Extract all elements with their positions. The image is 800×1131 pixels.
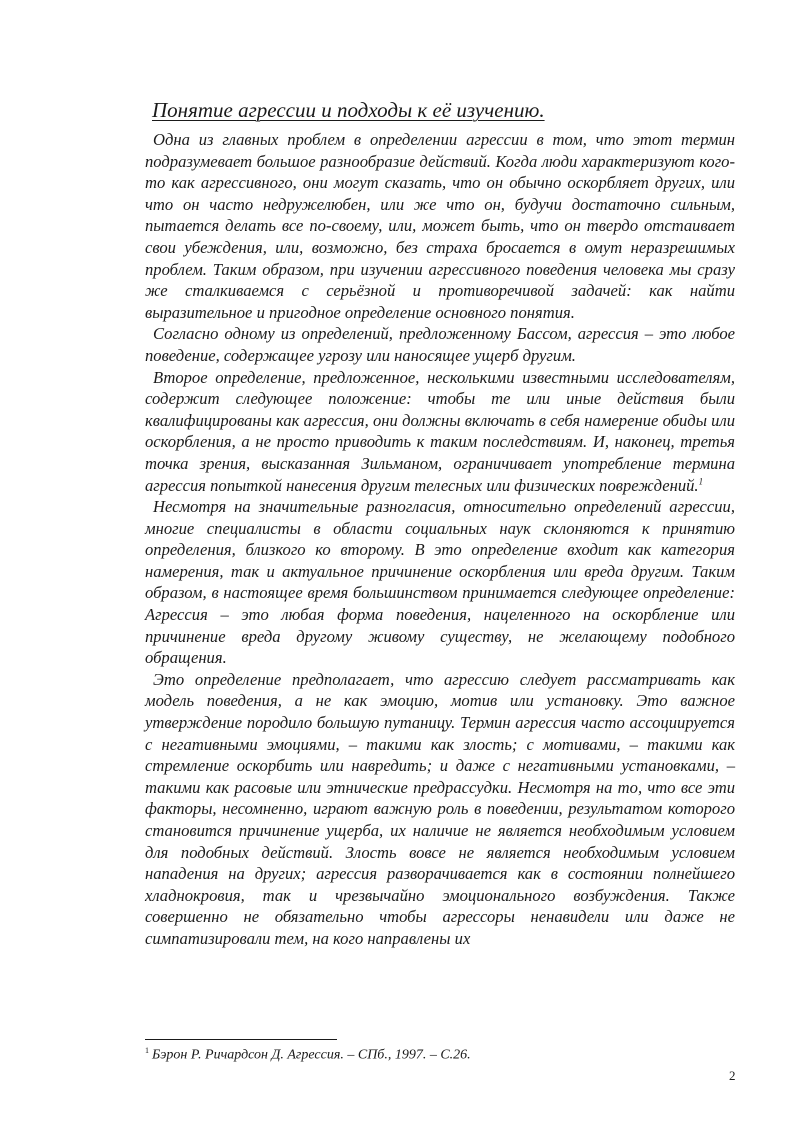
paragraph-3-text: Второе определение, предложенное, несколькими известными исследователям, содержит следующее положение: чтобы те или иные действия были квалифицированы как агрессия, они должны включать в себя намерение обиды или оскорбления, а не просто приводить к таким последствиям. И, наконец, третья точка зрения, высказанная Зильманом, ограничивает употребление термина агрессия попыткой нанесения другим телесных или физических повреждений. <box>145 367 735 495</box>
footnote-separator <box>145 1039 337 1040</box>
page-title: Понятие агрессии и подходы к её изучению. <box>152 98 545 122</box>
footnote <box>145 1046 471 1064</box>
page-number: 2 <box>729 1068 736 1083</box>
paragraph-2: Согласно одному из определений, предложенному Бассом, агрессия – это любое поведение, содержащее угрозу или наносящее ущерб другим. <box>145 324 735 365</box>
paragraph-4: Несмотря на значительные разногласия, относительно определений агрессии, многие специалисты в области социальных наук склоняются к принятию определения, близкого ко второму. В это определение входит как категория намерения, так и актуальное причинение оскорбления или вреда другим. Таким образом, в настоящее время большинством принимается следующее определение: Агрессия – это любая форма поведения, нацеленного на оскорбление или причинение вреда другому живому существу, не желающему подобного обращения. <box>145 497 735 668</box>
paragraph-1: Одна из главных проблем в определении агрессии в том, что этот термин подразумевает большое разнообразие действий. Когда люди характеризуют кого-то как агрессивного, они могут сказать, что он обычно оскорбляет других, или что он часто недружелюбен, или же что он, будучи достаточно сильным, пытается делать все по-своему, или, может быть, что он твердо отстаивает свои убеждения, или, возможно, без страха бросается в омут неразрешимых проблем. Таким образом, при изучении агрессивного поведения человека мы сразу же сталкиваемся с серьёзной и противоречивой задачей: как найти выразительное и пригодное определение основного понятия. <box>145 130 735 322</box>
footnote-text: Бэрон Р. Ричардсон Д. Агрессия. – СПб., 1997. – С.26. <box>152 1047 471 1063</box>
footnote-marker: 1 <box>145 1046 149 1055</box>
paragraph-5: Это определение предполагает, что агрессию следует рассматривать как модель поведения, а не как эмоцию, мотив или установку. Это важное утверждение породило большую путаницу. Термин агрессия часто ассоциируется с негативными эмоциями, – такими как злость; с мотивами, – такими как стремление оскорбить или навредить; и даже с негативными установками, – такими как расовые или этнические предрассудки. Несмотря на то, что все эти факторы, несомненно, играют важную роль в поведении, результатом которого становится причинение ущерба, их наличие не является необходимым условием для подобных действий. Злость вовсе не является необходимым условием нападения на других; агрессия разворачивается как в состоянии полнейшего хладнокровия, так и чрезвычайно эмоционального возбуждения. Также совершенно не обязательно чтобы агрессоры ненавидели или даже не симпатизировали тем, на кого направлены их <box>145 669 735 948</box>
footnote-reference[interactable]: 1 <box>698 475 704 486</box>
body-text <box>145 129 735 950</box>
paragraph-3 <box>145 367 735 497</box>
